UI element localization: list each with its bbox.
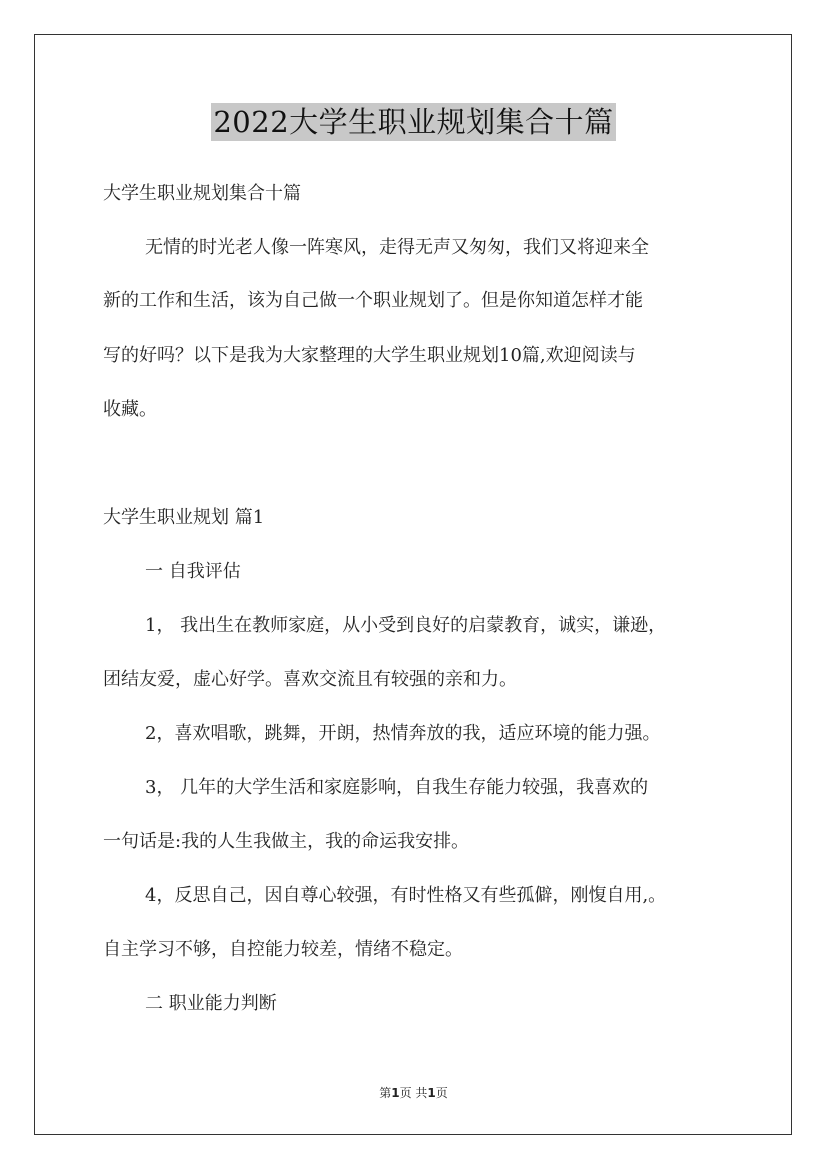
footer-page-number: 1	[391, 1086, 400, 1100]
document-title: 2022大学生职业规划集合十篇	[213, 105, 614, 139]
paragraph-line: 自主学习不够，自控能力较差，情绪不稳定。	[103, 939, 463, 960]
page-footer	[0, 1084, 827, 1101]
paragraph-line: 3， 几年的大学生活和家庭影响，自我生存能力较强，我喜欢的	[145, 777, 649, 798]
intro-heading: 大学生职业规划集合十篇	[103, 183, 301, 204]
paragraph-line: 一句话是:我的人生我做主，我的命运我安排。	[103, 831, 470, 852]
footer-mid: 页 共	[399, 1086, 428, 1100]
footer-prefix: 第	[379, 1086, 392, 1100]
paragraph-line: 新的工作和生活，该为自己做一个职业规划了。但是你知道怎样才能	[103, 290, 643, 311]
paragraph-line: 无情的时光老人像一阵寒风，走得无声又匆匆，我们又将迎来全	[145, 237, 649, 258]
footer-page-total: 1	[427, 1086, 436, 1100]
section-heading: 大学生职业规划 篇1	[103, 507, 265, 528]
paragraph-line: 1， 我出生在教师家庭，从小受到良好的启蒙教育，诚实，谦逊，	[145, 615, 667, 636]
paragraph-line: 收藏。	[103, 399, 157, 420]
subsection-heading: 一 自我评估	[145, 561, 241, 582]
subsection-heading: 二 职业能力判断	[145, 993, 277, 1014]
footer-suffix: 页	[435, 1086, 448, 1100]
paragraph-line: 写的好吗？以下是我为大家整理的大学生职业规划10篇,欢迎阅读与	[103, 345, 636, 366]
paragraph-line: 团结友爱，虚心好学。喜欢交流且有较强的亲和力。	[103, 669, 517, 690]
paragraph-line: 4，反思自己，因自尊心较强，有时性格又有些孤僻，刚愎自用,。	[145, 885, 667, 906]
paragraph-line: 2，喜欢唱歌，跳舞，开朗，热情奔放的我，适应环境的能力强。	[145, 723, 661, 744]
title-container	[0, 103, 827, 141]
